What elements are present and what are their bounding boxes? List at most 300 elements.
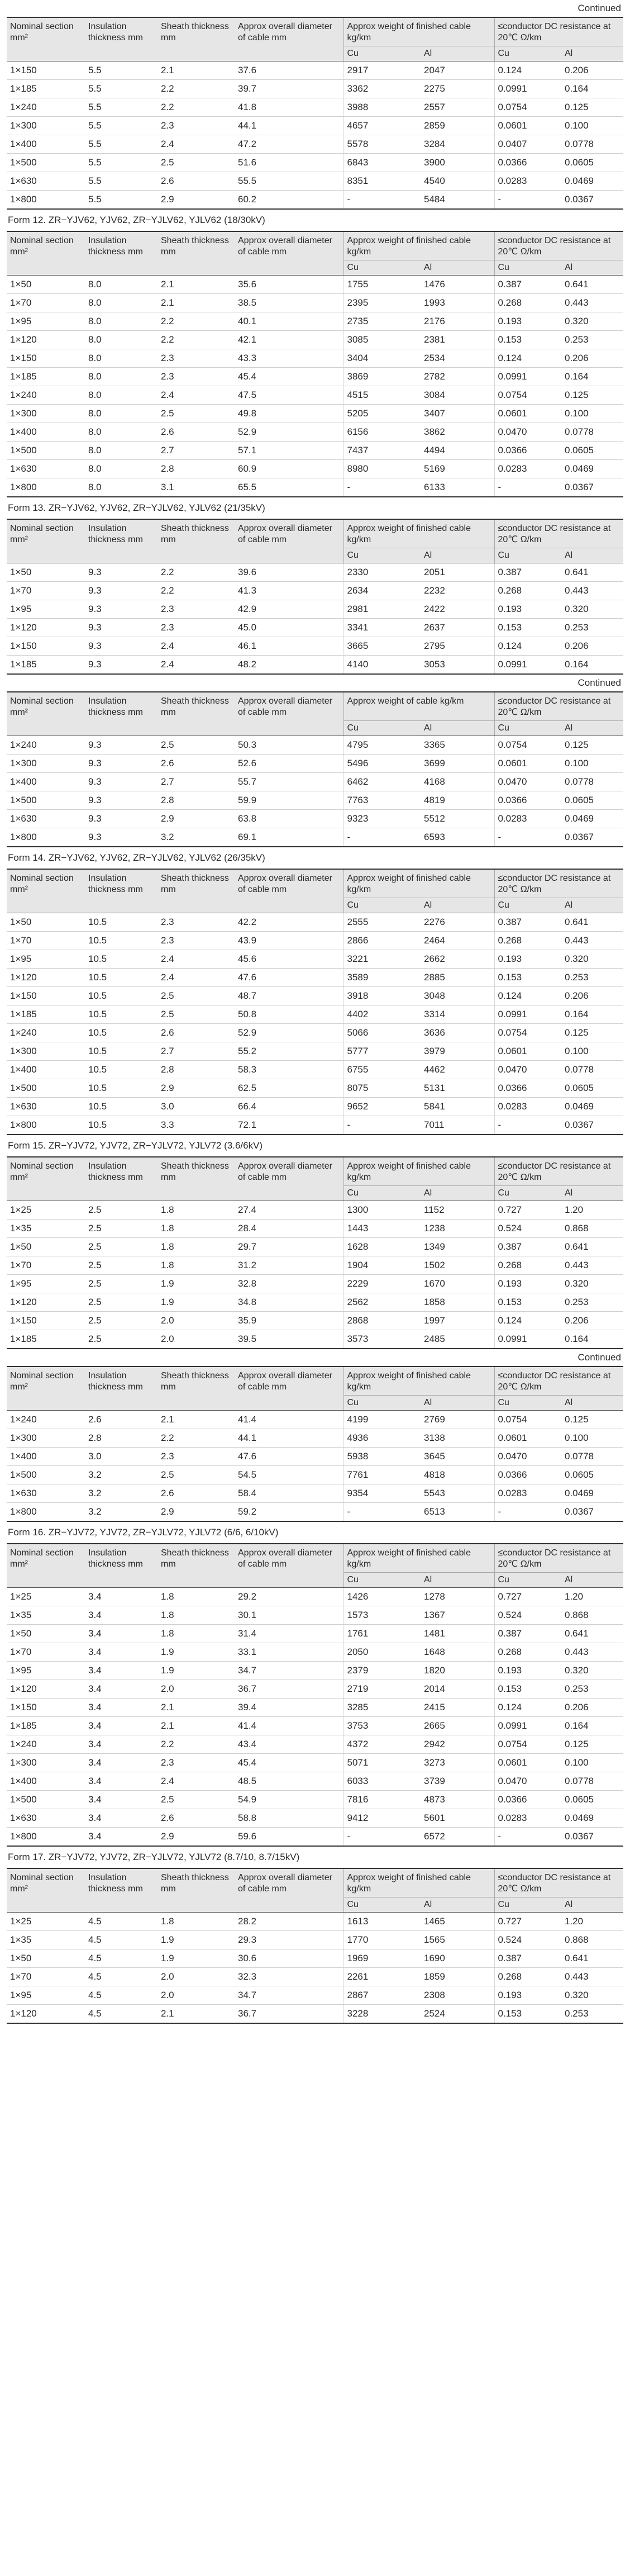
table-cell: 1×150 <box>7 61 85 80</box>
table-cell: 1×150 <box>7 637 85 656</box>
table-cell: 2.4 <box>157 135 235 154</box>
table-cell: 1×400 <box>7 1448 85 1466</box>
table-cell: 2.5 <box>157 1791 235 1809</box>
table-cell: 2.4 <box>157 950 235 969</box>
table-cell: 1×240 <box>7 736 85 755</box>
table-cell: 2.3 <box>157 619 235 637</box>
table-cell: 6033 <box>343 1772 421 1791</box>
table-cell: 3228 <box>343 2005 421 2024</box>
table-row <box>7 736 623 755</box>
table-cell: 1×500 <box>7 1079 85 1098</box>
table-cell: 1502 <box>421 1256 494 1275</box>
table-cell: 62.5 <box>235 1079 343 1098</box>
table-cell: 1×50 <box>7 1238 85 1256</box>
table-cell: 1×500 <box>7 1466 85 1484</box>
table-cell: 1443 <box>343 1220 421 1238</box>
table-cell: 55.5 <box>235 172 343 191</box>
table-cell: 9354 <box>343 1484 421 1503</box>
table-cell: 0.0283 <box>494 1809 561 1828</box>
table-cell: 0.124 <box>494 1699 561 1717</box>
table-row <box>7 1005 623 1024</box>
table-cell: 42.9 <box>235 600 343 619</box>
spec-table <box>7 1366 623 1522</box>
table-cell: 0.0991 <box>494 368 561 386</box>
table-cell: 57.1 <box>235 442 343 460</box>
form-title: Form 12. ZR−YJV62, YJV62, ZR−YJLV62, YJLV62 (18/30kV) <box>8 215 265 225</box>
table-row <box>7 1293 623 1312</box>
table-cell: 32.8 <box>235 1275 343 1293</box>
table-cell: 5.5 <box>85 117 157 135</box>
table-cell: 47.2 <box>235 135 343 154</box>
table-row <box>7 828 623 847</box>
table-cell: 2.4 <box>157 656 235 675</box>
table-row <box>7 1625 623 1643</box>
table-cell: - <box>494 1503 561 1522</box>
table-cell: 0.0601 <box>494 1042 561 1061</box>
table-row <box>7 1042 623 1061</box>
weight-header: Approx weight of finished cable kg/km <box>343 869 494 898</box>
table-cell: 65.5 <box>235 478 343 497</box>
table-cell: 5169 <box>421 460 494 478</box>
table-cell: - <box>494 1116 561 1135</box>
table-cell: 2885 <box>421 969 494 987</box>
table-cell: 2634 <box>343 582 421 600</box>
table-cell: 0.0991 <box>494 656 561 675</box>
table-cell: 1×630 <box>7 172 85 191</box>
table-cell: 9.3 <box>85 773 157 791</box>
table-cell: 5578 <box>343 135 421 154</box>
table-cell: 0.0778 <box>561 1448 623 1466</box>
table-cell: 29.7 <box>235 1238 343 1256</box>
table-cell: 4168 <box>421 773 494 791</box>
nominal-section-header: Nominal section mm² <box>7 1544 85 1588</box>
cu-header: Cu <box>494 1396 561 1411</box>
table-cell: 2308 <box>421 1986 494 2005</box>
sheath-header: Sheath thickness mm <box>157 519 235 563</box>
table-cell: 0.443 <box>561 1968 623 1986</box>
al-header: Al <box>421 548 494 563</box>
table-cell: 8.0 <box>85 294 157 312</box>
table-cell: 0.0367 <box>561 478 623 497</box>
table-row <box>7 1429 623 1448</box>
table-cell: 0.524 <box>494 1606 561 1625</box>
table-cell: 0.0367 <box>561 1116 623 1135</box>
cu-header: Cu <box>494 548 561 563</box>
table-cell: 1426 <box>343 1588 421 1606</box>
table-cell: 4372 <box>343 1735 421 1754</box>
table-cell: 3.4 <box>85 1588 157 1606</box>
spec-table <box>7 231 623 497</box>
table-cell: 1×120 <box>7 969 85 987</box>
table-cell: 0.0778 <box>561 1772 623 1791</box>
table-cell: 0.0991 <box>494 1717 561 1735</box>
form-title: Form 13. ZR−YJV62, YJV62, ZR−YJLV62, YJLV62 (21/35kV) <box>8 502 265 513</box>
table-cell: 2.9 <box>157 1503 235 1522</box>
table-cell: 5484 <box>421 191 494 210</box>
table-row <box>7 1024 623 1042</box>
table-row <box>7 386 623 405</box>
table-row <box>7 1275 623 1293</box>
table-cell: 0.100 <box>561 1042 623 1061</box>
table-row <box>7 1772 623 1791</box>
table-cell: 1.9 <box>157 1931 235 1949</box>
table-cell: 3.4 <box>85 1662 157 1680</box>
table-row <box>7 1411 623 1429</box>
table-cell: 0.125 <box>561 386 623 405</box>
table-cell: 1×70 <box>7 294 85 312</box>
table-cell: 0.387 <box>494 1949 561 1968</box>
table-cell: 1×630 <box>7 460 85 478</box>
table-cell: 58.3 <box>235 1061 343 1079</box>
spec-table <box>7 1868 623 2024</box>
table-cell: 47.6 <box>235 969 343 987</box>
table-cell: 2.4 <box>157 1772 235 1791</box>
table-cell: 2485 <box>421 1330 494 1349</box>
al-header: Al <box>561 1573 623 1588</box>
table-cell: 0.100 <box>561 405 623 423</box>
spec-section <box>7 210 623 497</box>
table-cell: 1×300 <box>7 1754 85 1772</box>
table-cell: 0.0754 <box>494 1024 561 1042</box>
table-cell: 36.7 <box>235 1680 343 1699</box>
cu-header: Cu <box>494 1186 561 1201</box>
table-cell: 41.4 <box>235 1411 343 1429</box>
table-cell: 35.6 <box>235 276 343 294</box>
form-title: Form 14. ZR−YJV62, YJV62, ZR−YJLV62, YJLV62 (26/35kV) <box>8 852 265 863</box>
table-cell: 0.206 <box>561 349 623 368</box>
table-cell: - <box>343 478 421 497</box>
table-cell: 1.20 <box>561 1588 623 1606</box>
table-cell: 0.868 <box>561 1220 623 1238</box>
table-cell: 0.387 <box>494 563 561 582</box>
table-cell: 0.0366 <box>494 442 561 460</box>
table-row <box>7 1503 623 1522</box>
table-row <box>7 1588 623 1606</box>
resistance-header: ≤conductor DC resistance at 20℃ Ω/km <box>494 519 623 548</box>
table-cell: 1×70 <box>7 1968 85 1986</box>
table-cell: 1×35 <box>7 1606 85 1625</box>
table-cell: 1×185 <box>7 656 85 675</box>
table-cell: 2.9 <box>157 810 235 828</box>
table-cell: 1×400 <box>7 1061 85 1079</box>
table-cell: 0.0605 <box>561 791 623 810</box>
table-cell: 0.320 <box>561 600 623 619</box>
table-cell: 1×95 <box>7 1662 85 1680</box>
table-cell: 1969 <box>343 1949 421 1968</box>
table-cell: 3.4 <box>85 1625 157 1643</box>
table-cell: 2.4 <box>157 386 235 405</box>
table-cell: 1×150 <box>7 1312 85 1330</box>
table-cell: 2.0 <box>157 1312 235 1330</box>
table-cell: 2562 <box>343 1293 421 1312</box>
insulation-header: Insulation thickness mm <box>85 1544 157 1588</box>
table-cell: 4.5 <box>85 1949 157 1968</box>
table-cell: 10.5 <box>85 969 157 987</box>
table-cell: 0.268 <box>494 582 561 600</box>
table-cell: 8075 <box>343 1079 421 1098</box>
spec-section <box>7 497 623 675</box>
table-cell: 0.100 <box>561 1429 623 1448</box>
spec-section <box>7 1349 623 1522</box>
cu-header: Cu <box>494 46 561 61</box>
table-cell: 1152 <box>421 1201 494 1220</box>
weight-header: Approx weight of finished cable kg/km <box>343 1544 494 1573</box>
cu-header: Cu <box>494 1897 561 1913</box>
sheath-header: Sheath thickness mm <box>157 17 235 61</box>
table-cell: 2.1 <box>157 1699 235 1717</box>
table-cell: 3404 <box>343 349 421 368</box>
table-cell: 3285 <box>343 1699 421 1717</box>
table-cell: 0.0605 <box>561 154 623 172</box>
table-cell: 1×800 <box>7 1828 85 1847</box>
table-cell: 2795 <box>421 637 494 656</box>
table-cell: 3918 <box>343 987 421 1005</box>
table-cell: 5841 <box>421 1098 494 1116</box>
spec-table <box>7 1543 623 1847</box>
table-cell: 0.0283 <box>494 1098 561 1116</box>
table-cell: 2.2 <box>157 331 235 349</box>
table-cell: 60.9 <box>235 460 343 478</box>
table-cell: 1×240 <box>7 1735 85 1754</box>
table-cell: 1573 <box>343 1606 421 1625</box>
table-cell: 8.0 <box>85 423 157 442</box>
table-cell: 0.124 <box>494 987 561 1005</box>
table-cell: 3.0 <box>157 1098 235 1116</box>
table-cell: 54.9 <box>235 1791 343 1809</box>
table-cell: 1×150 <box>7 1699 85 1717</box>
table-cell: 0.0601 <box>494 117 561 135</box>
table-cell: 43.3 <box>235 349 343 368</box>
table-cell: 0.153 <box>494 1680 561 1699</box>
weight-header: Approx weight of finished cable kg/km <box>343 1367 494 1396</box>
insulation-header: Insulation thickness mm <box>85 1868 157 1913</box>
table-row <box>7 80 623 98</box>
table-cell: 58.8 <box>235 1809 343 1828</box>
table-cell: 1×120 <box>7 2005 85 2024</box>
table-cell: 1858 <box>421 1293 494 1312</box>
table-row <box>7 460 623 478</box>
table-cell: 0.387 <box>494 276 561 294</box>
table-cell: 2.3 <box>157 117 235 135</box>
table-cell: 1761 <box>343 1625 421 1643</box>
table-cell: 0.0778 <box>561 1061 623 1079</box>
table-cell: 36.7 <box>235 2005 343 2024</box>
table-cell: 2229 <box>343 1275 421 1293</box>
table-cell: 1×400 <box>7 1772 85 1791</box>
table-cell: 2.6 <box>157 423 235 442</box>
table-cell: 1×240 <box>7 98 85 117</box>
table-cell: 0.124 <box>494 349 561 368</box>
table-cell: 3573 <box>343 1330 421 1349</box>
table-cell: 0.0367 <box>561 1828 623 1847</box>
table-cell: 7763 <box>343 791 421 810</box>
table-cell: 1×800 <box>7 1116 85 1135</box>
table-cell: 1.8 <box>157 1588 235 1606</box>
table-cell: 0.0470 <box>494 1448 561 1466</box>
table-cell: 9.3 <box>85 656 157 675</box>
table-cell: 0.206 <box>561 987 623 1005</box>
diameter-header: Approx overall diameter of cable mm <box>235 692 343 736</box>
table-cell: 29.2 <box>235 1588 343 1606</box>
table-cell: 1×95 <box>7 1275 85 1293</box>
table-cell: 2868 <box>343 1312 421 1330</box>
table-row <box>7 1201 623 1220</box>
table-cell: 1367 <box>421 1606 494 1625</box>
nominal-section-header: Nominal section mm² <box>7 692 85 736</box>
table-cell: 2.5 <box>157 736 235 755</box>
table-cell: 3084 <box>421 386 494 405</box>
table-cell: 2276 <box>421 913 494 932</box>
table-cell: 0.0778 <box>561 423 623 442</box>
table-cell: 3589 <box>343 969 421 987</box>
table-cell: 5601 <box>421 1809 494 1828</box>
table-cell: - <box>343 1116 421 1135</box>
table-cell: 30.1 <box>235 1606 343 1625</box>
table-row <box>7 276 623 294</box>
table-cell: 2.3 <box>157 932 235 950</box>
table-cell: 2.3 <box>157 913 235 932</box>
table-row <box>7 791 623 810</box>
table-cell: 0.0283 <box>494 1484 561 1503</box>
table-cell: 10.5 <box>85 950 157 969</box>
table-cell: 2782 <box>421 368 494 386</box>
table-cell: 0.0470 <box>494 1772 561 1791</box>
table-cell: 59.6 <box>235 1828 343 1847</box>
table-cell: 2.5 <box>157 405 235 423</box>
table-cell: 1904 <box>343 1256 421 1275</box>
table-row <box>7 349 623 368</box>
table-cell: 55.2 <box>235 1042 343 1061</box>
table-cell: 0.125 <box>561 736 623 755</box>
table-cell: 0.0778 <box>561 773 623 791</box>
table-cell: 34.7 <box>235 1986 343 2005</box>
table-cell: 5.5 <box>85 98 157 117</box>
table-cell: 1×70 <box>7 582 85 600</box>
table-cell: 0.443 <box>561 582 623 600</box>
table-cell: 3645 <box>421 1448 494 1466</box>
table-cell: 4.5 <box>85 1931 157 1949</box>
table-cell: 2.6 <box>85 1411 157 1429</box>
table-cell: 2422 <box>421 600 494 619</box>
table-cell: 0.153 <box>494 619 561 637</box>
table-cell: 1.20 <box>561 1913 623 1931</box>
continued-label: Continued <box>578 677 621 688</box>
table-cell: 47.5 <box>235 386 343 405</box>
table-cell: 0.443 <box>561 1256 623 1275</box>
table-cell: 1993 <box>421 294 494 312</box>
table-cell: 34.8 <box>235 1293 343 1312</box>
table-cell: 3862 <box>421 423 494 442</box>
table-cell: 3.4 <box>85 1680 157 1699</box>
table-cell: 2.6 <box>157 755 235 773</box>
spec-table <box>7 1156 623 1349</box>
table-cell: 1×185 <box>7 368 85 386</box>
table-cell: 0.320 <box>561 1662 623 1680</box>
table-cell: 1.20 <box>561 1201 623 1220</box>
table-cell: 0.100 <box>561 117 623 135</box>
table-cell: 3979 <box>421 1042 494 1061</box>
table-cell: 55.7 <box>235 773 343 791</box>
table-cell: 31.2 <box>235 1256 343 1275</box>
table-cell: 3053 <box>421 656 494 675</box>
table-row <box>7 637 623 656</box>
table-cell: 3.4 <box>85 1643 157 1662</box>
table-cell: 0.641 <box>561 1625 623 1643</box>
table-row <box>7 656 623 675</box>
table-cell: 5.5 <box>85 80 157 98</box>
table-cell: 1×400 <box>7 135 85 154</box>
cu-header: Cu <box>494 721 561 736</box>
table-cell: 2275 <box>421 80 494 98</box>
table-cell: 0.0991 <box>494 1330 561 1349</box>
table-cell: 3.4 <box>85 1828 157 1847</box>
sheath-header: Sheath thickness mm <box>157 1157 235 1201</box>
table-cell: 69.1 <box>235 828 343 847</box>
al-header: Al <box>561 1396 623 1411</box>
table-cell: 1×240 <box>7 1411 85 1429</box>
table-cell: 0.0366 <box>494 1791 561 1809</box>
table-cell: 10.5 <box>85 1061 157 1079</box>
table-cell: 30.6 <box>235 1949 343 1968</box>
table-cell: 0.320 <box>561 1986 623 2005</box>
table-row <box>7 1717 623 1735</box>
table-cell: 1×185 <box>7 80 85 98</box>
table-cell: 0.268 <box>494 1968 561 1986</box>
cu-header: Cu <box>343 898 421 913</box>
al-header: Al <box>421 1897 494 1913</box>
resistance-header: ≤conductor DC resistance at 20℃ Ω/km <box>494 1367 623 1396</box>
table-cell: 0.0469 <box>561 1484 623 1503</box>
table-cell: 0.443 <box>561 932 623 950</box>
table-cell: 9.3 <box>85 582 157 600</box>
table-cell: 1×185 <box>7 1717 85 1735</box>
table-cell: 2330 <box>343 563 421 582</box>
table-cell: 1×50 <box>7 913 85 932</box>
table-cell: 0.0367 <box>561 1503 623 1522</box>
table-cell: 4818 <box>421 1466 494 1484</box>
table-cell: 3.3 <box>157 1116 235 1135</box>
table-cell: 1755 <box>343 276 421 294</box>
continued-label: Continued <box>578 1352 621 1363</box>
table-row <box>7 442 623 460</box>
table-cell: 2.3 <box>157 600 235 619</box>
sheath-header: Sheath thickness mm <box>157 869 235 913</box>
sheath-header: Sheath thickness mm <box>157 692 235 736</box>
table-cell: 9.3 <box>85 755 157 773</box>
nominal-section-header: Nominal section mm² <box>7 17 85 61</box>
table-cell: 0.253 <box>561 331 623 349</box>
table-cell: 1×120 <box>7 1293 85 1312</box>
table-cell: 5205 <box>343 405 421 423</box>
table-row <box>7 1312 623 1330</box>
table-cell: 45.4 <box>235 368 343 386</box>
table-cell: 4199 <box>343 1411 421 1429</box>
table-cell: 6593 <box>421 828 494 847</box>
table-cell: 2051 <box>421 563 494 582</box>
table-cell: 1×50 <box>7 1625 85 1643</box>
cu-header: Cu <box>494 1573 561 1588</box>
table-cell: 9.3 <box>85 637 157 656</box>
table-cell: 8351 <box>343 172 421 191</box>
table-cell: - <box>343 1503 421 1522</box>
spec-section <box>7 1522 623 1847</box>
table-row <box>7 932 623 950</box>
table-cell: 2.6 <box>157 1024 235 1042</box>
table-cell: 1465 <box>421 1913 494 1931</box>
table-cell: 2.8 <box>85 1429 157 1448</box>
table-cell: 2.1 <box>157 1411 235 1429</box>
table-cell: 1×25 <box>7 1913 85 1931</box>
